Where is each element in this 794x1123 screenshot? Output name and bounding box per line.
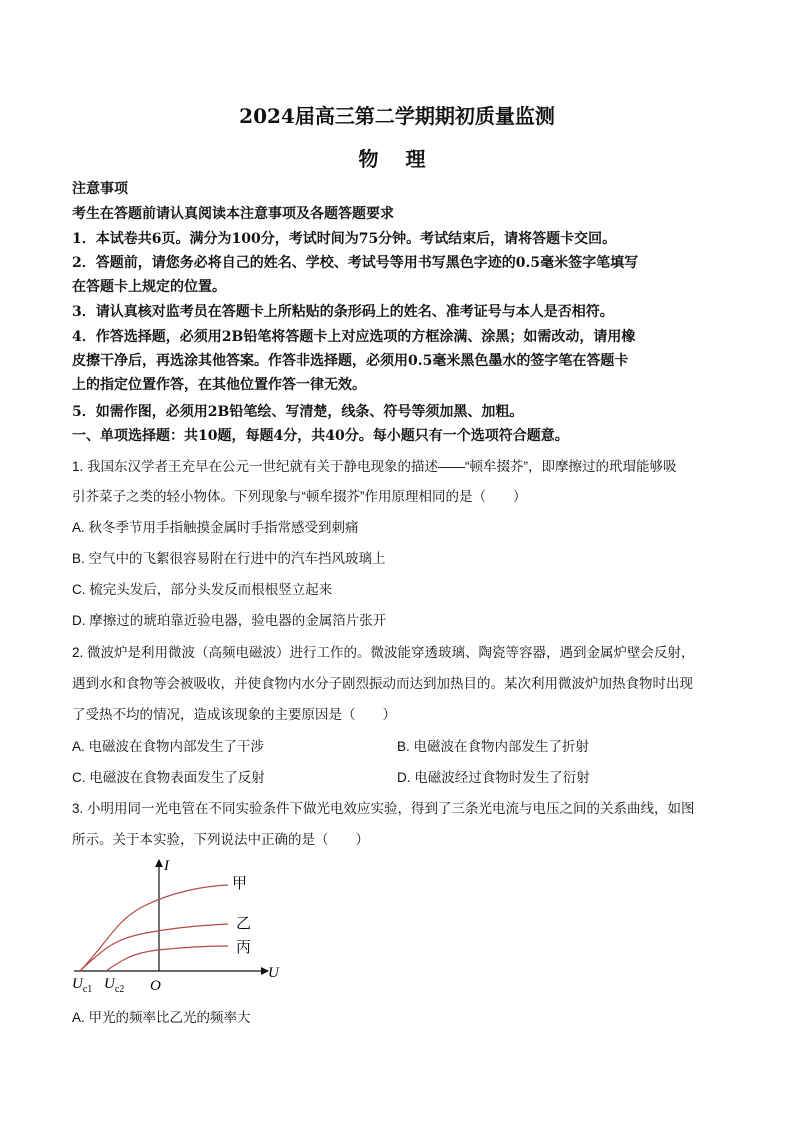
q1-option-a: A. 秋冬季节用手指触摸金属时手指常感受到刺痛	[72, 520, 359, 535]
notice-item: 上的指定位置作答，在其他位置作答一律无效。	[72, 377, 366, 393]
q1-stem-line: 1. 我国东汉学者王充早在公元一世纪就有关于静电现象的描述——“顿牟掇芥”，即摩擦过的玳瑁能够吸	[72, 459, 677, 474]
q2-option-b: B. 电磁波在食物内部发生了折射	[397, 739, 590, 754]
origin-label: O	[150, 978, 161, 994]
notice-intro: 考生在答题前请认真阅读本注意事项及各题答题要求	[72, 206, 394, 222]
curve-yi	[80, 924, 228, 971]
curve-jia	[80, 885, 228, 971]
uc1-label: $U_{c1}$	[72, 976, 93, 995]
curve-label-yi: 乙	[236, 916, 252, 932]
q3-option-a: A. 甲光的频率比乙光的频率大	[72, 1010, 251, 1025]
subject-title: 物 理	[358, 147, 436, 171]
notice-heading: 注意事项	[72, 181, 128, 197]
notice-item: 2．答题前，请您务必将自己的姓名、学校、考试号等用书写黑色字迹的0.5毫米签字笔填写	[72, 255, 639, 271]
q2-option-d: D. 电磁波经过食物时发生了衍射	[397, 770, 590, 785]
photoelectric-iu-graph	[66, 850, 296, 1000]
q1-option-b: B. 空气中的飞絮很容易附在行进中的汽车挡风玻璃上	[72, 551, 386, 566]
curve-bing	[106, 946, 228, 971]
y-axis-label: I	[164, 858, 169, 874]
notice-item: 3．请认真核对监考员在答题卡上所粘贴的条形码上的姓名、准考证号与本人是否相符。	[72, 304, 614, 320]
q2-option-a: A. 电磁波在食物内部发生了干涉	[72, 739, 265, 754]
notice-item: 在答题卡上规定的位置。	[72, 279, 226, 295]
q1-option-d: D. 摩擦过的琥珀靠近验电器，验电器的金属箔片张开	[72, 613, 387, 628]
q2-stem-line: 2. 微波炉是利用微波（高频电磁波）进行工作的。微波能穿透玻璃、陶瓷等容器，遇到金属炉壁会反射，	[72, 645, 695, 660]
notice-item: 4．作答选择题，必须用2B铅笔将答题卡上对应选项的方框涂满、涂黑；如需改动，请用橡	[72, 329, 636, 345]
q2-stem-line: 遇到水和食物等会被吸收，并使食物内水分子剧烈振动而达到加热目的。某次利用微波炉加热食物时出现	[72, 676, 693, 691]
notice-item: 5．如需作图，必须用2B铅笔绘、写清楚，线条、符号等须加黑、加粗。	[72, 404, 524, 420]
curve-label-jia: 甲	[232, 876, 248, 892]
notice-item: 皮擦干净后，再选涂其他答案。作答非选择题，必须用0.5毫米黑色墨水的签字笔在答题卡	[72, 353, 629, 369]
x-axis-label: U	[268, 965, 279, 981]
exam-title: 2024届高三第二学期期初质量监测	[239, 104, 555, 128]
q3-stem-line: 所示。关于本实验，下列说法中正确的是（ ）	[72, 832, 369, 847]
q1-option-c: C. 梳完头发后，部分头发反而根根竖立起来	[72, 582, 333, 597]
q2-stem-line: 了受热不均的情况，造成该现象的主要原因是（ ）	[72, 707, 396, 722]
uc2-label: $U_{c2}$	[104, 976, 125, 995]
notice-item: 1．本试卷共6页。满分为100分，考试时间为75分钟。考试结束后，请将答题卡交回。	[72, 231, 617, 247]
section-heading: 一、单项选择题：共10题，每题4分，共40分。每小题只有一个选项符合题意。	[72, 428, 569, 444]
q2-option-c: C. 电磁波在食物表面发生了反射	[72, 770, 265, 785]
q1-stem-line: 引芥菜子之类的轻小物体。下列现象与“顿牟掇芥”作用原理相同的是（ ）	[72, 489, 527, 504]
q3-stem-line: 3. 小明用同一光电管在不同实验条件下做光电效应实验，得到了三条光电流与电压之间的关系曲线，如图	[72, 801, 695, 816]
curve-label-bing: 丙	[236, 940, 252, 956]
